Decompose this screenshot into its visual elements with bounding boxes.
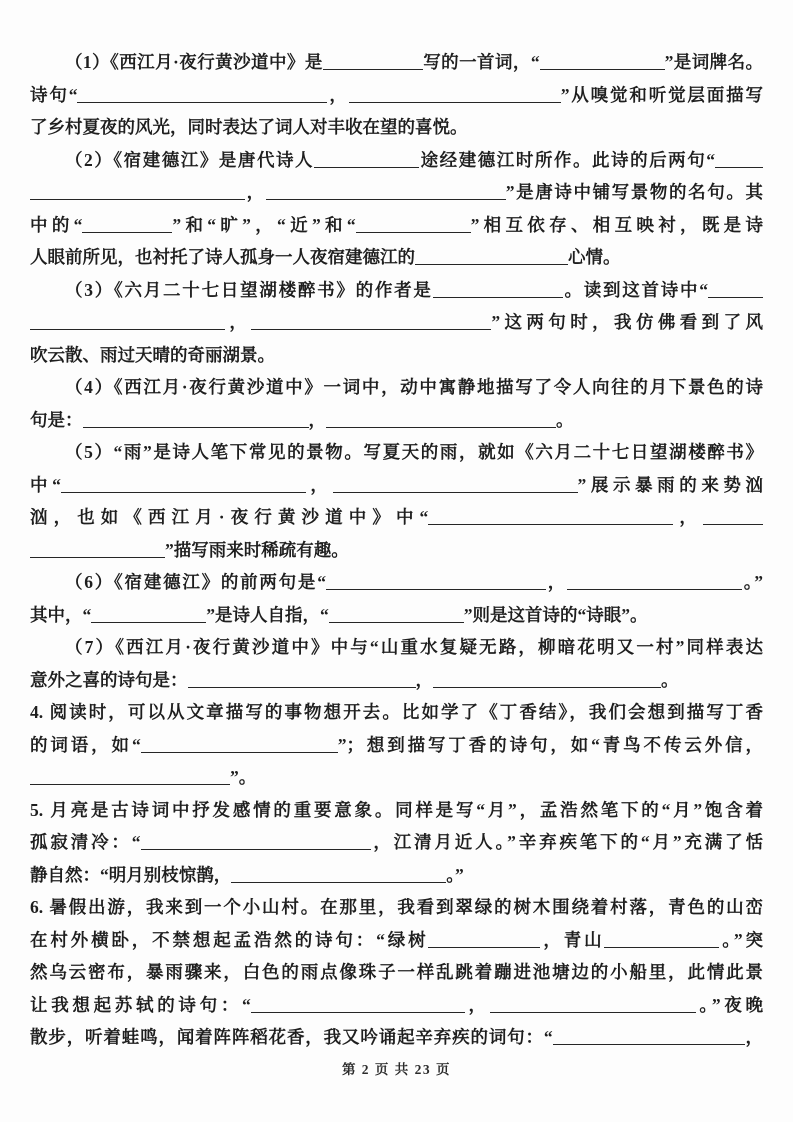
text-line xyxy=(30,696,763,729)
text-segment: 在村外横卧，不禁想起孟浩然的诗句：“绿树 xyxy=(30,929,429,950)
text-segment: 途经建德江时所作。此诗的后两句“ xyxy=(419,149,716,170)
text-segment: ， xyxy=(415,669,433,690)
text-line xyxy=(30,371,763,404)
text-line xyxy=(30,859,763,892)
text-line xyxy=(30,469,763,502)
text-segment: ， xyxy=(305,474,333,495)
text-line xyxy=(30,274,763,307)
text-segment: 。” xyxy=(446,864,464,885)
text-segment: （6）《宿建德江》的前两句是“ xyxy=(65,572,326,592)
answer-blank xyxy=(61,488,306,493)
text-line xyxy=(30,176,763,209)
text-line xyxy=(30,79,763,112)
text-segment: （3）《六月二十七日望湖楼醉书》的作者是 xyxy=(65,279,433,300)
answer-blank xyxy=(428,520,673,525)
answer-blank xyxy=(703,520,763,525)
text-line xyxy=(30,46,763,79)
text-segment: 心情。 xyxy=(568,247,621,267)
answer-blank xyxy=(490,1008,696,1013)
text-segment: ， xyxy=(744,1027,764,1047)
answer-blank xyxy=(251,325,491,330)
text-line xyxy=(30,989,763,1022)
text-line xyxy=(30,339,763,372)
answer-blank xyxy=(428,943,540,948)
text-line xyxy=(30,826,763,859)
text-segment: ， xyxy=(308,409,326,430)
text-segment: 句是： xyxy=(30,409,83,430)
text-segment: （5）“雨”是诗人笔下常见的景物。写夏天的雨，就如《六月二十七日望湖楼醉书》 xyxy=(65,442,763,462)
text-line xyxy=(30,501,763,534)
text-segment: ”这两句时，我仿佛看到了风 xyxy=(491,312,764,332)
text-segment: ”是词牌名。 xyxy=(664,52,764,72)
text-segment: ，青山 xyxy=(540,929,605,950)
text-segment: （1）《西江月·夜行黄沙道中》是 xyxy=(65,52,323,72)
answer-blank xyxy=(188,683,416,688)
text-segment: ， xyxy=(464,994,490,1015)
text-segment: ”；想到描写丁香的诗句，如“青鸟不传云外信， xyxy=(337,734,764,755)
answer-blank xyxy=(141,748,338,753)
text-segment: ”相互依存、相互映衬，既是诗 xyxy=(470,214,764,235)
text-line xyxy=(30,631,763,664)
answer-blank xyxy=(30,325,225,330)
text-segment: 汹，也如《西江月·夜行黄沙道中》中“ xyxy=(30,507,429,527)
text-segment: 5. 月亮是古诗词中抒发感情的重要意象。同样是写“月”，孟浩然笔下的“月”饱含着 xyxy=(30,799,763,820)
answer-blank xyxy=(141,845,371,850)
text-segment: ， xyxy=(327,84,349,105)
answer-blank xyxy=(356,228,471,233)
text-segment: 的词语，如“ xyxy=(30,734,141,755)
answer-blank xyxy=(567,585,742,590)
text-segment: 4. 阅读时，可以从文章描写的事物想开去。比如学了《丁香结》，我们会想到描写丁香 xyxy=(30,702,763,722)
text-segment: ，江清月近人。”辛弃疾笔下的“月”充满了恬 xyxy=(370,832,764,852)
answer-blank xyxy=(77,98,327,103)
answer-blank xyxy=(326,423,556,428)
text-segment: 意外之喜的诗句是： xyxy=(30,669,188,690)
answer-blank xyxy=(30,195,245,200)
answer-blank xyxy=(540,65,665,70)
text-line xyxy=(30,306,763,339)
text-segment: ”。 xyxy=(230,767,257,787)
text-line xyxy=(30,209,763,242)
answer-blank xyxy=(326,585,546,590)
text-segment: 6. 暑假出游，我来到一个小山村。在那里，我看到翠绿的树木围绕着村落，青色的山峦 xyxy=(30,897,763,917)
text-line xyxy=(30,144,763,177)
text-segment: 静自然：“明月别枝惊鹊， xyxy=(30,864,232,885)
answer-blank xyxy=(708,293,763,298)
text-segment: 吹云散、雨过天晴的奇丽湖景。 xyxy=(30,344,275,365)
text-segment: ， xyxy=(245,182,266,202)
text-line xyxy=(30,794,763,827)
text-line xyxy=(30,1021,763,1054)
text-segment: ， xyxy=(673,507,703,527)
text-segment: ”描写雨来时稀疏有趣。 xyxy=(165,539,349,560)
answer-blank xyxy=(314,163,419,168)
page-footer: 第 2 页 共 23 页 xyxy=(341,1062,452,1077)
text-line xyxy=(30,729,763,762)
text-segment: （7）《西江月·夜行黄沙道中》中与“山重水复疑无路，柳暗花明又一村”同样表达 xyxy=(65,637,763,657)
text-segment: （4）《西江月·夜行黄沙道中》一词中，动中寓静地描写了令人向往的月下景色的诗 xyxy=(65,377,763,397)
text-segment: 。 xyxy=(556,409,574,430)
answer-blank xyxy=(349,98,561,103)
text-segment: 。”夜晚 xyxy=(695,994,763,1015)
text-segment: ”展示暴雨的来势汹 xyxy=(577,474,764,495)
text-segment: 中“ xyxy=(30,474,61,495)
answer-blank xyxy=(604,943,719,948)
text-segment: 散步，听着蛙鸣，闻着阵阵稻花香，我又吟诵起辛弃疾的词句：“ xyxy=(30,1027,553,1047)
text-line xyxy=(30,111,763,144)
text-segment: ”从嗅觉和听觉层面描写 xyxy=(560,84,764,105)
answer-blank xyxy=(231,878,446,883)
text-segment: ”则是这首诗的“诗眼”。 xyxy=(463,604,648,625)
text-segment: 让我想起苏轼的诗句：“ xyxy=(30,994,251,1015)
answer-blank xyxy=(715,163,763,168)
answer-blank xyxy=(83,423,309,428)
text-segment: 。 xyxy=(661,669,679,690)
text-line xyxy=(30,404,763,437)
text-line xyxy=(30,436,763,469)
text-segment: 中的“ xyxy=(30,214,83,235)
text-line xyxy=(30,599,763,632)
text-segment: 然乌云密布，暴雨骤来，白色的雨点像珠子一样乱跳着蹦进池塘边的小船里，此情此景 xyxy=(30,962,763,982)
text-segment: ， xyxy=(545,572,567,592)
answer-blank xyxy=(433,293,563,298)
text-line xyxy=(30,664,763,697)
text-segment: （2）《宿建德江》是唐代诗人 xyxy=(65,149,315,170)
text-segment: 诗句“ xyxy=(30,84,78,105)
answer-blank xyxy=(30,780,230,785)
answer-blank xyxy=(266,195,506,200)
answer-blank xyxy=(333,488,578,493)
text-segment: 。读到这首诗中“ xyxy=(562,279,709,300)
answer-blank xyxy=(82,228,172,233)
text-segment: 。” xyxy=(741,572,764,592)
text-segment: 。”突 xyxy=(719,929,764,950)
text-line xyxy=(30,566,763,599)
answer-blank xyxy=(415,260,568,265)
answer-blank xyxy=(553,1040,745,1045)
text-segment: ， xyxy=(225,312,252,332)
text-segment: 其中，“ xyxy=(30,604,92,625)
text-segment: 了乡村夏夜的风光，同时表达了词人对丰收在望的喜悦。 xyxy=(30,117,468,137)
text-line xyxy=(30,924,763,957)
text-segment: ”和“旷”，“近”和“ xyxy=(172,214,356,235)
answer-blank xyxy=(30,553,165,558)
answer-blank xyxy=(91,618,206,623)
text-line xyxy=(30,534,763,567)
worksheet-lines xyxy=(30,46,763,1054)
text-segment: ”是唐诗中铺写景物的名句。其 xyxy=(505,182,764,202)
text-line xyxy=(30,891,763,924)
text-segment: 人眼前所见，也衬托了诗人孤身一人夜宿建德江的 xyxy=(30,247,415,267)
text-segment: ”是诗人自指，“ xyxy=(206,604,329,625)
text-line xyxy=(30,956,763,989)
text-segment: 孤寂清冷：“ xyxy=(30,832,141,852)
answer-blank xyxy=(323,65,423,70)
answer-blank xyxy=(329,618,464,623)
text-segment: 写的一首词，“ xyxy=(422,52,540,72)
text-line xyxy=(30,241,763,274)
text-line xyxy=(30,761,763,794)
answer-blank xyxy=(433,683,661,688)
answer-blank xyxy=(251,1008,465,1013)
